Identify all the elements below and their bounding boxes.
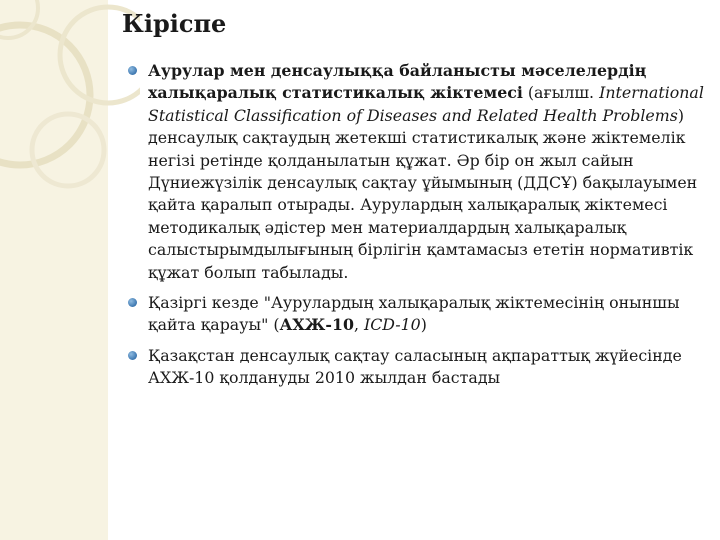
text-plain: Қазіргі кезде "Аурулардың халықаралық жіктемесінің оныншы қайта қарауы" ( [148,293,680,335]
bullet-list [128,60,708,398]
text-plain: (ағылш. [522,83,600,103]
bullet-dot-icon [128,66,137,75]
deco-circle-large [0,25,90,165]
abbr-italic: ICD-10 [363,315,421,335]
text-plain: Қазақстан денсаулық сақтау саласының ақпараттық жүйесінде АХЖ-10 қолдануды 2010 жылдан бастады [148,345,682,388]
bullet-item-1 [128,60,708,284]
bullet-dot-icon [128,351,137,360]
text-definition: ) денсаулық сақтаудың жетекші статистикалық және жіктемелік негізі ретінде қолданылатын құжат. Әр бір он жыл сайын Дүниежүзілік денсаулық сақтау ұйымының (ДДСҰ) бақылауымен қайта қаралып отырады. Аурулардың халықаралық жіктемесі методикалық әдістер мен материалдардың халықаралық салыстырымдылығының бірлігін қамтамасыз ететін нормативтік құжат болып табылады. [148,105,698,282]
bullet-item-3 [128,345,708,390]
deco-circle-corner [0,0,38,38]
text-separator: , [353,315,364,335]
bullet-dot-icon [128,298,137,307]
decorative-circles [0,0,140,540]
slide-title: Кіріспе [122,9,227,38]
term-english: International Statistical Classification of Diseases and Related Health Problems [148,83,704,125]
bullet-item-2 [128,292,708,337]
text-close-paren: ) [420,315,427,335]
term-bold: Аурулар мен денсаулыққа байланысты мәселелердің халықаралық статистикалық жіктемесі [148,61,647,103]
abbr-bold: АХЖ-10 [279,315,354,335]
